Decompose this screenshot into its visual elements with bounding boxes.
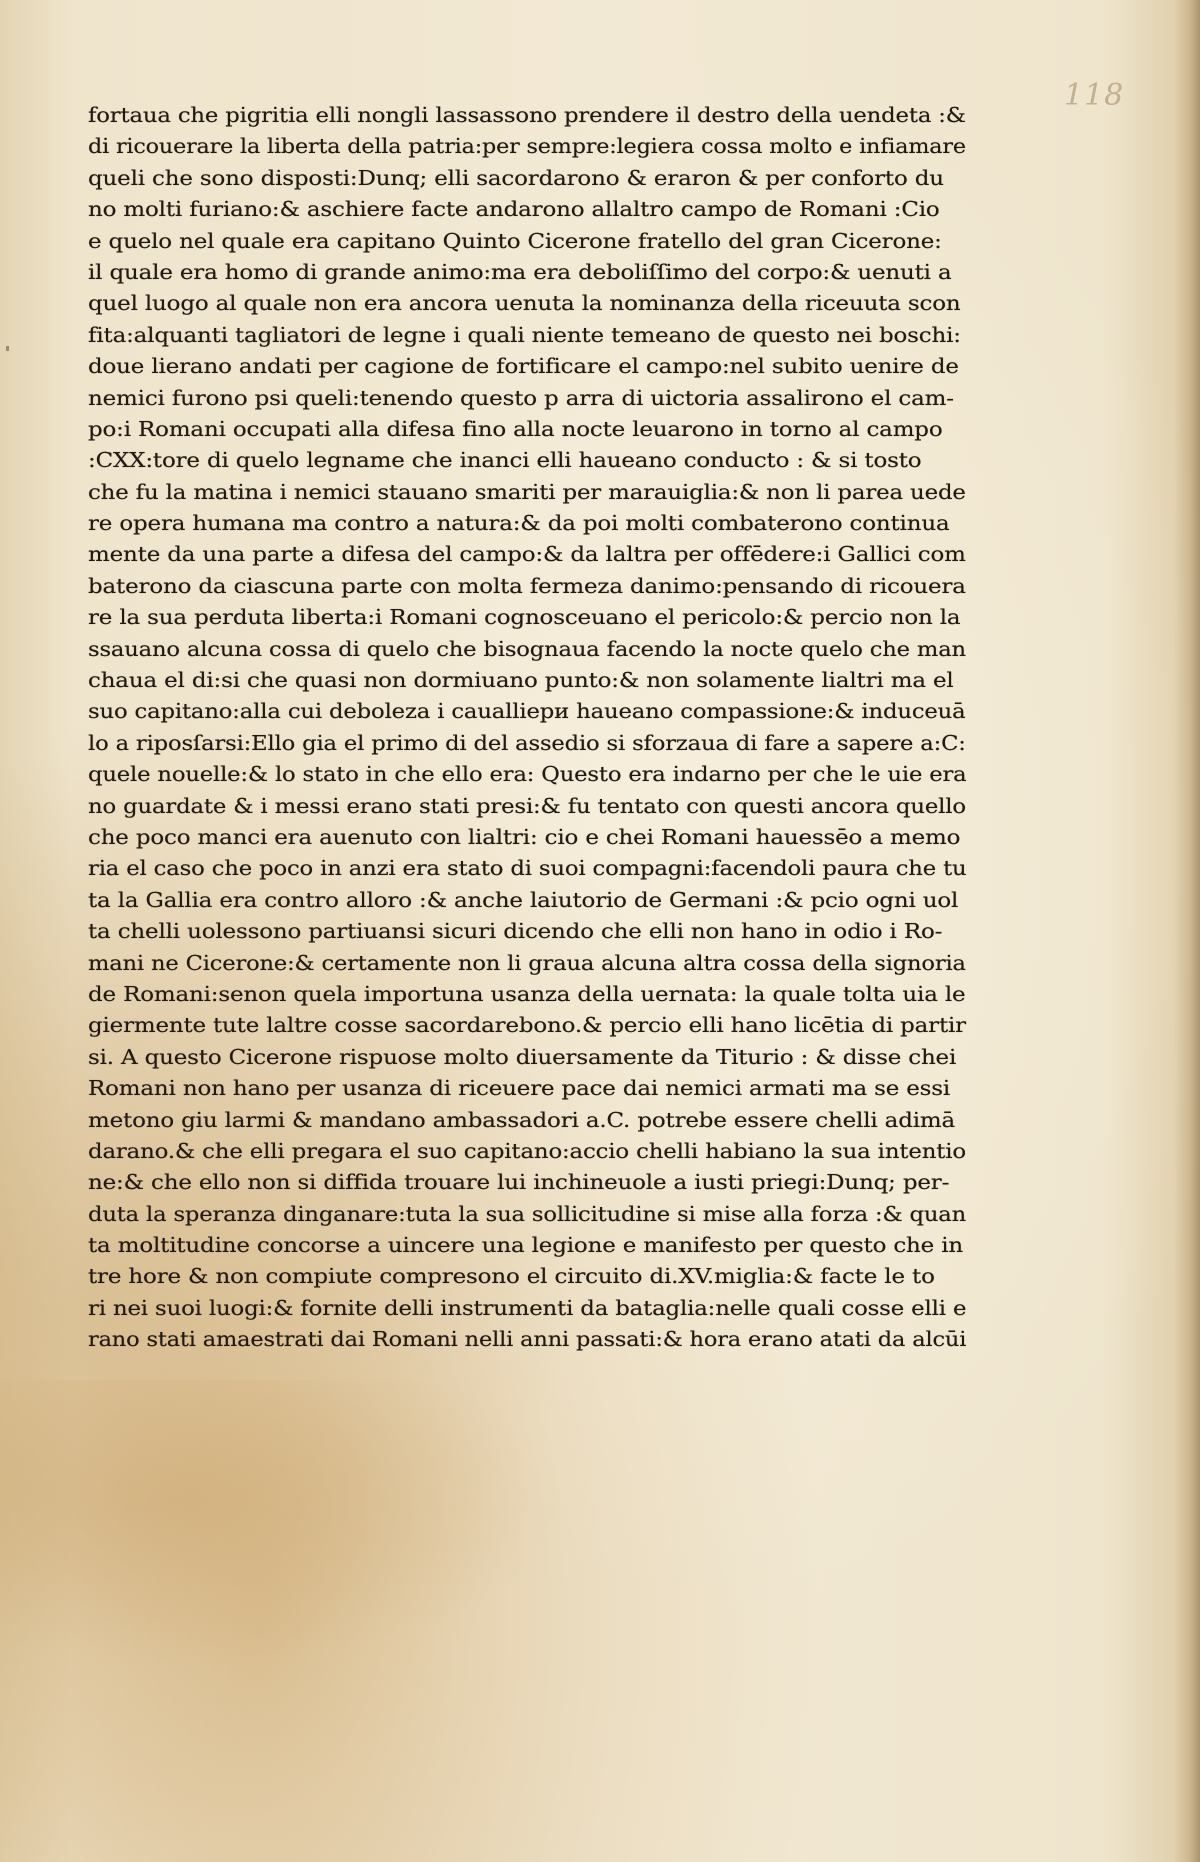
text-block bbox=[88, 100, 968, 1356]
text-line: :CXX:tore di quelo legname che inanci elli haueano conducto : & si tosto bbox=[88, 448, 922, 473]
text-line: re la sua perduta liberta:i Romani cognosceuano el pericolo:& percio non la bbox=[88, 605, 961, 630]
margin-mark bbox=[6, 346, 9, 351]
text-line: e quelo nel quale era capitano Quinto Cicerone fratello del gran Cicerone: bbox=[88, 228, 942, 253]
text-line: fortaua che pigritia elli nongli lassassono prendere il destro della uendeta :& bbox=[88, 103, 966, 127]
text-line: queli che sono disposti:Dunq; elli sacordarono & eraron & per conforto du bbox=[88, 165, 944, 190]
text-line: ri nei suoi luogi:& fornite delli instrumenti da bataglia:nelle quali cosse elli e bbox=[88, 1295, 967, 1320]
text-line: ria el caso che poco in anzi era stato di suoi compagni:facendoli paura che tu bbox=[88, 856, 967, 881]
text-line: lo a riposſarsi:Ello gia el primo di del assedio si sforzaua di fare a sapere a:C: bbox=[88, 730, 966, 755]
text-line: doue lierano andati per cagione de fortificare el campo:nel subito uenire de bbox=[88, 354, 959, 379]
text-line: no molti furiano:& aschiere facte andarono allaltro campo de Romani :Cio bbox=[88, 197, 940, 222]
text-line: quel luogo al quale non era ancora uenuta la nominanza della riceuuta scon bbox=[88, 291, 961, 316]
text-line: ta la Gallia era contro alloro :& anche laiutorio de Germani :& pcio ogni uol bbox=[88, 887, 959, 912]
text-line: ta chelli uolessono partiuansi sicuri dicendo che elli non hano in odio i Ro- bbox=[88, 919, 943, 944]
text-line: che fu la matina i nemici stauano smariti per marauiglia:& non li parea uede bbox=[88, 479, 966, 504]
text-line: ssauano alcuna cossa di quelo che bisognaua facendo la nocte quelo che man bbox=[88, 636, 966, 661]
text-line: re opera humana ma contro a natura:& da poi molti combaterono continua bbox=[88, 511, 950, 536]
text-line: che poco manci era auenuto con lialtri: cio e chei Romani hauessēo a memo bbox=[88, 824, 961, 849]
folio-number: 118 bbox=[1064, 78, 1125, 113]
text-line: nemici furono psi queli:tenendo questo p arra di uictoria assalirono el cam- bbox=[88, 385, 954, 410]
text-line: metono giu larmi & mandano ambassadori a.C. potrebe essere chelli adimā bbox=[88, 1107, 956, 1132]
text-line: il quale era homo di grande animo:ma era deboliſſimo del corpo:& uenuti a bbox=[88, 259, 952, 284]
page-edge bbox=[1174, 0, 1200, 1862]
text-line: Romani non hano per usanza di riceuere pace dai nemici armati ma se essi bbox=[88, 1076, 951, 1101]
text-line: darano.& che elli pregara el suo capitano:accio chelli habiano la sua intentio bbox=[88, 1138, 967, 1163]
text-line: ta moltitudine concorse a uincere una legione e manifesto per questo che in bbox=[88, 1233, 964, 1258]
text-line: di ricouerare la liberta della patria:per sempre:legiera cossa molto e infiamare bbox=[88, 134, 966, 159]
text-line: de Romani:senon quela importuna usanza della uernata: la quale tolta uia le bbox=[88, 981, 966, 1006]
text-line: giermente tute laltre cosse sacordarebono.& percio elli hano licētia di partir bbox=[88, 1013, 966, 1038]
text-line: fita:alquanti tagliatori de legne i quali niente temeano de questo nei boschi: bbox=[88, 322, 961, 347]
text-line: quele nouelle:& lo stato in che ello era: Questo era indarno per che le uie era bbox=[88, 762, 967, 787]
text-line: mente da una parte a difesa del campo:& da laltra per offēdere:i Gallici com bbox=[88, 542, 966, 567]
text-line: tre hore & non compiute compresono el circuito di.XV.miglia:& facte le to bbox=[88, 1264, 935, 1289]
water-stain bbox=[0, 1380, 600, 1680]
text-line: po:i Romani occupati alla difesa fino alla nocte leuarono in torno al campo bbox=[88, 416, 943, 441]
text-line: ne:& che ello non si diffida trouare lui inchineuole a iusti priegi:Dunq; per- bbox=[88, 1170, 950, 1195]
text-line: baterono da ciascuna parte con molta fermeza danimo:pensando di ricouera bbox=[88, 573, 966, 598]
text-line: chaua el di:si che quasi non dormiuano punto:& non solamente lialtri ma el bbox=[88, 668, 954, 693]
text-line: rano stati amaestrati dai Romani nelli anni passati:& hora erano atati da alcūi bbox=[88, 1327, 967, 1352]
text-line: duta la speranza dinganare:tuta la sua sollicitudine si mise alla forza :& quan bbox=[88, 1201, 967, 1226]
text-line: no guardate & i messi erano stati presi:& fu tentato con questi ancora quello bbox=[88, 793, 966, 818]
text-line: si. A questo Cicerone rispuose molto diuersamente da Titurio : & disse chei bbox=[88, 1044, 957, 1069]
text-line: mani ne Cicerone:& certamente non li graua alcuna altra cossa della signoria bbox=[88, 950, 966, 975]
text-line: suo capitano:alla cui deboleza i caualliери haueano compassione:& induceuā bbox=[88, 699, 966, 724]
